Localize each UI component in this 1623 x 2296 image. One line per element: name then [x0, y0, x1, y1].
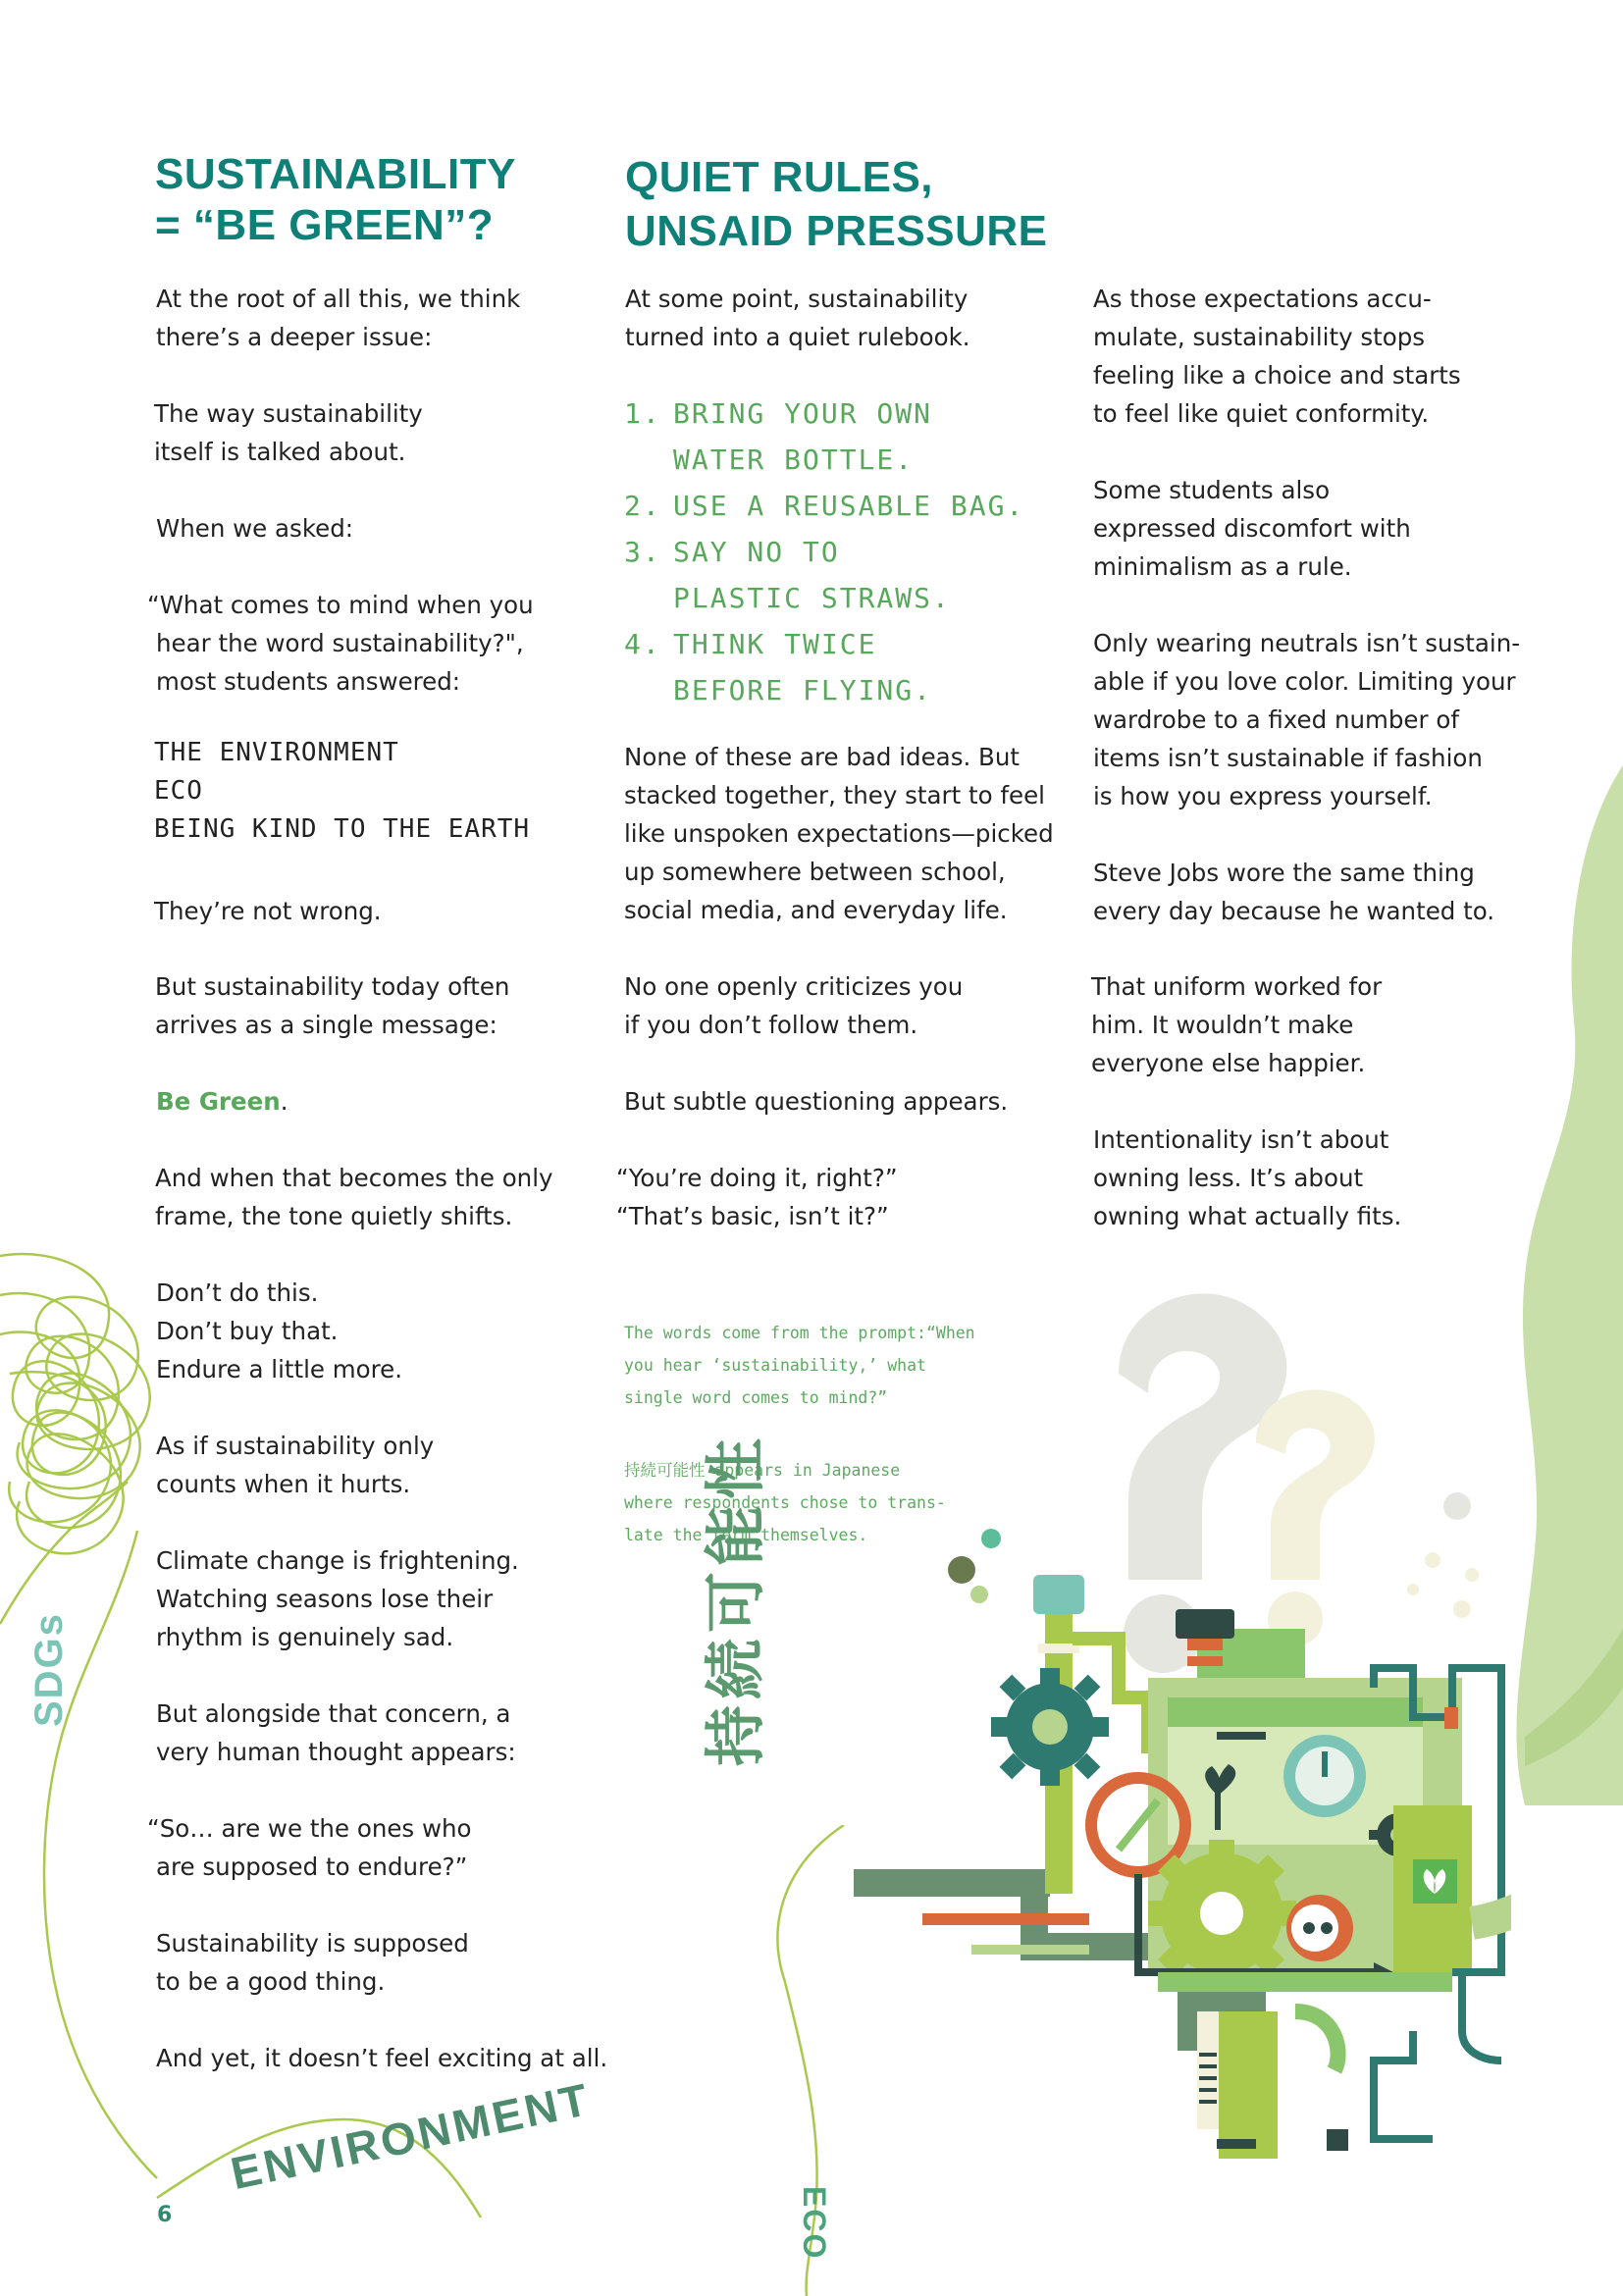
heading-col1-line2: = “BE GREEN”?: [155, 201, 495, 249]
col2-paragraph: No one openly criticizes you if you don’t follow them.: [624, 972, 964, 1039]
be-green-line: Be Green.: [156, 1087, 288, 1116]
col1-paragraph: The way sustainability itself is talked about.: [154, 399, 423, 466]
heading-col2-line2: UNSAID PRESSURE: [625, 207, 1048, 255]
rule-item: 3. SAY NO TO: [624, 536, 840, 568]
col3-paragraph: That uniform worked for him. It wouldn’t make everyone else happier.: [1091, 972, 1383, 1077]
rule-item-cont: PLASTIC STRAWS.: [673, 582, 951, 614]
sdgs-label: SDGs: [27, 1612, 71, 1727]
footnote-2: 持続可能性 appears in Japanese where respondents chose to trans- late the term themselves.: [624, 1461, 946, 1544]
col1-paragraph: And when that becomes the only frame, the tone quietly shifts.: [155, 1164, 553, 1230]
col1-question: “What comes to mind when you hear the word sustainability?", most students answered:: [147, 591, 534, 696]
col2-paragraph: At some point, sustainability turned into a quiet rulebook.: [625, 285, 970, 351]
question-mark-icon: [1256, 1389, 1375, 1646]
col1-paragraph: Climate change is frightening. Watching seasons lose their rhythm is genuinely sad.: [156, 1546, 519, 1651]
rule-item: 4. THINK TWICE: [624, 628, 877, 660]
col1-paragraph: And yet, it doesn’t feel exciting at all.: [156, 2044, 608, 2072]
page-number: 6: [157, 2203, 173, 2227]
heading-col1-line1: SUSTAINABILITY: [155, 150, 516, 198]
gauge-icon: [1283, 1735, 1366, 1817]
col2-paragraph: None of these are bad ideas. But stacked together, they start to feel like unspoken expectations—picked up somewhere between school, social media, and everyday life.: [624, 743, 1054, 924]
col1-quote: “So… are we the ones who are supposed to endure?”: [147, 1814, 472, 1881]
col1-paragraph: But sustainability today often arrives as a single message:: [155, 972, 510, 1039]
col3-paragraph: As those expectations accu- mulate, sustainability stops feeling like a choice and starts to feel like quiet conformity.: [1093, 285, 1461, 428]
col1-paragraph: But alongside that concern, a very human thought appears:: [156, 1699, 516, 1766]
gear-icon: [1148, 1840, 1296, 1988]
col1-paragraph: When we asked:: [156, 514, 354, 543]
environment-label: ENVIRONMENT: [226, 2072, 596, 2200]
heading-col2-line1: QUIET RULES,: [625, 153, 934, 201]
sustainability-machine-illustration: [824, 1285, 1511, 2168]
col1-paragraph: Sustainability is supposed to be a good thing.: [156, 1929, 469, 1996]
gear-icon: [991, 1668, 1109, 1786]
col3-paragraph: Some students also expressed discomfort with minimalism as a rule.: [1093, 476, 1411, 581]
col3-paragraph: Steve Jobs wore the same thing every day because he wanted to.: [1093, 859, 1495, 925]
eco-label: ECO: [797, 2186, 832, 2261]
col2-quote: “You’re doing it, right?” “That’s basic, isn’t it?”: [616, 1164, 898, 1230]
rule-item-cont: BEFORE FLYING.: [673, 674, 933, 706]
rules-list: [624, 391, 1024, 713]
col1-paragraph: They’re not wrong.: [154, 897, 382, 925]
col3-paragraph: Only wearing neutrals isn’t sustain- able if you love color. Limiting your wardrobe to a fixed number of items isn’t sustainable if fashion is how you express yourself.: [1093, 629, 1521, 810]
be-green-text: Be Green: [156, 1087, 281, 1116]
rule-item: 1. BRING YOUR OWN: [624, 397, 933, 430]
student-answers: THE ENVIRONMENT ECO BEING KIND TO THE EARTH: [154, 738, 531, 844]
rule-item-cont: WATER BOTTLE.: [673, 444, 915, 476]
col1-paragraph: At the root of all this, we think there’s a deeper issue:: [156, 285, 521, 351]
col3-paragraph: Intentionality isn’t about owning less. It’s about owning what actually fits.: [1093, 1125, 1402, 1230]
col1-paragraph: As if sustainability only counts when it hurts.: [156, 1432, 435, 1498]
footnote-1: The words come from the prompt:“When you hear ‘sustainability,’ what single word comes to mind?”: [624, 1324, 975, 1407]
jizoku-kanou-sei-label: 持続可能性: [703, 1432, 770, 1766]
rule-item: 2. USE A REUSABLE BAG.: [624, 490, 1025, 522]
col1-paragraph: Don’t do this. Don’t buy that. Endure a little more.: [156, 1278, 403, 1383]
col2-paragraph: But subtle questioning appears.: [624, 1087, 1009, 1116]
